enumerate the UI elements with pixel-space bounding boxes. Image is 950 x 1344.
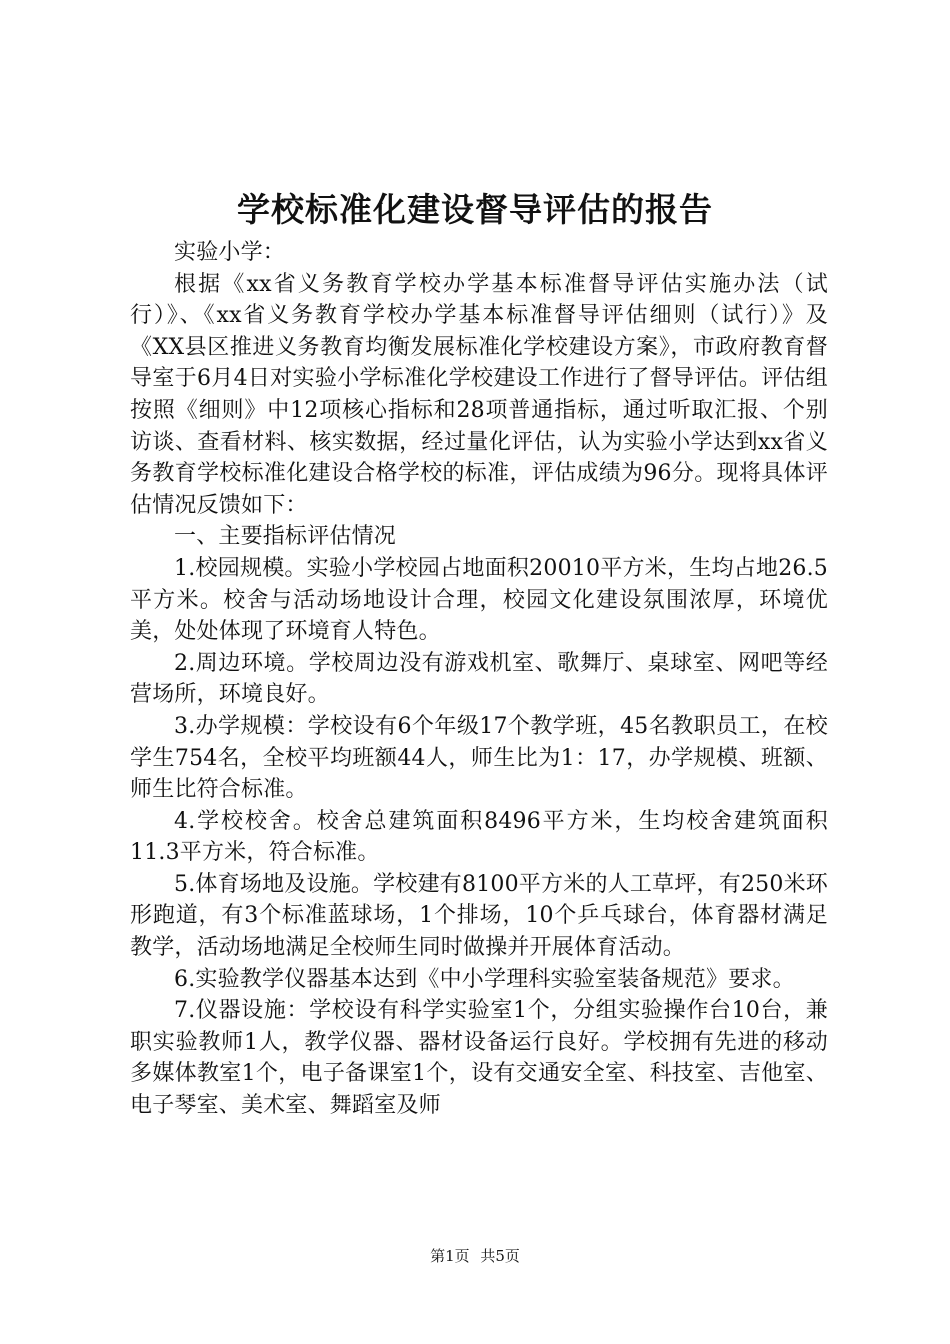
- paragraph-surroundings: 2.周边环境。学校周边没有游戏机室、歌舞厅、桌球室、网吧等经营场所，环境良好。: [130, 650, 828, 708]
- paragraph-school-scale: 3.办学规模：学校设有6个年级17个教学班，45名教职员工，在校学生754名，全校平均班额44人，师生比为1：17，办学规模、班额、师生比符合标准。: [130, 713, 828, 803]
- page-total: 共5页: [480, 1247, 520, 1265]
- page-footer: [0, 1246, 950, 1266]
- document-title: 学校标准化建设督导评估的报告: [237, 190, 713, 229]
- section-heading: 一、主要指标评估情况: [174, 524, 397, 550]
- page-number: 第1页: [430, 1247, 470, 1265]
- intro-paragraph: 根据《xx省义务教育学校办学基本标准督导评估实施办法（试行）》、《xx省义务教育学校办学基本标准督导评估细则（试行）》及《XX县区推进义务教育均衡发展标准化学校建设方案》，市政府教育督导室于6月4日对实验小学标准化学校建设工作进行了督导评估。评估组按照《细则》中12项核心指标和28项普通指标，通过听取汇报、个别访谈、查看材料、核实数据，经过量化评估，认为实验小学达到xx省义务教育学校标准化建设合格学校的标准，评估成绩为96分。现将具体评估情况反馈如下：: [130, 271, 828, 518]
- salutation: 实验小学：: [174, 240, 286, 265]
- paragraph-buildings: 4.学校校舍。校舍总建筑面积8496平方米，生均校舍建筑面积11.3平方米，符合标准。: [130, 808, 828, 866]
- document-body: [130, 237, 828, 1122]
- paragraph-lab-equipment: 6.实验教学仪器基本达到《中小学理科实验室装备规范》要求。: [174, 966, 795, 992]
- paragraph-sports-facilities: 5.体育场地及设施。学校建有8100平方米的人工草坪，有250米环形跑道，有3个标准蓝球场，1个排场，10个乒乓球台，体育器材满足教学，活动场地满足全校师生同时做操并开展体育活动。: [130, 871, 828, 961]
- paragraph-campus-scale: 1.校园规模。实验小学校园占地面积20010平方米，生均占地26.5平方米。校舍与活动场地设计合理，校园文化建设氛围浓厚，环境优美，处处体现了环境育人特色。: [130, 555, 828, 645]
- paragraph-instruments: 7.仪器设施：学校设有科学实验室1个，分组实验操作台10台，兼职实验教师1人，教学仪器、器材设备运行良好。学校拥有先进的移动多媒体教室1个，电子备课室1个，设有交通安全室、科技室、吉他室、电子琴室、美术室、舞蹈室及师: [130, 998, 828, 1119]
